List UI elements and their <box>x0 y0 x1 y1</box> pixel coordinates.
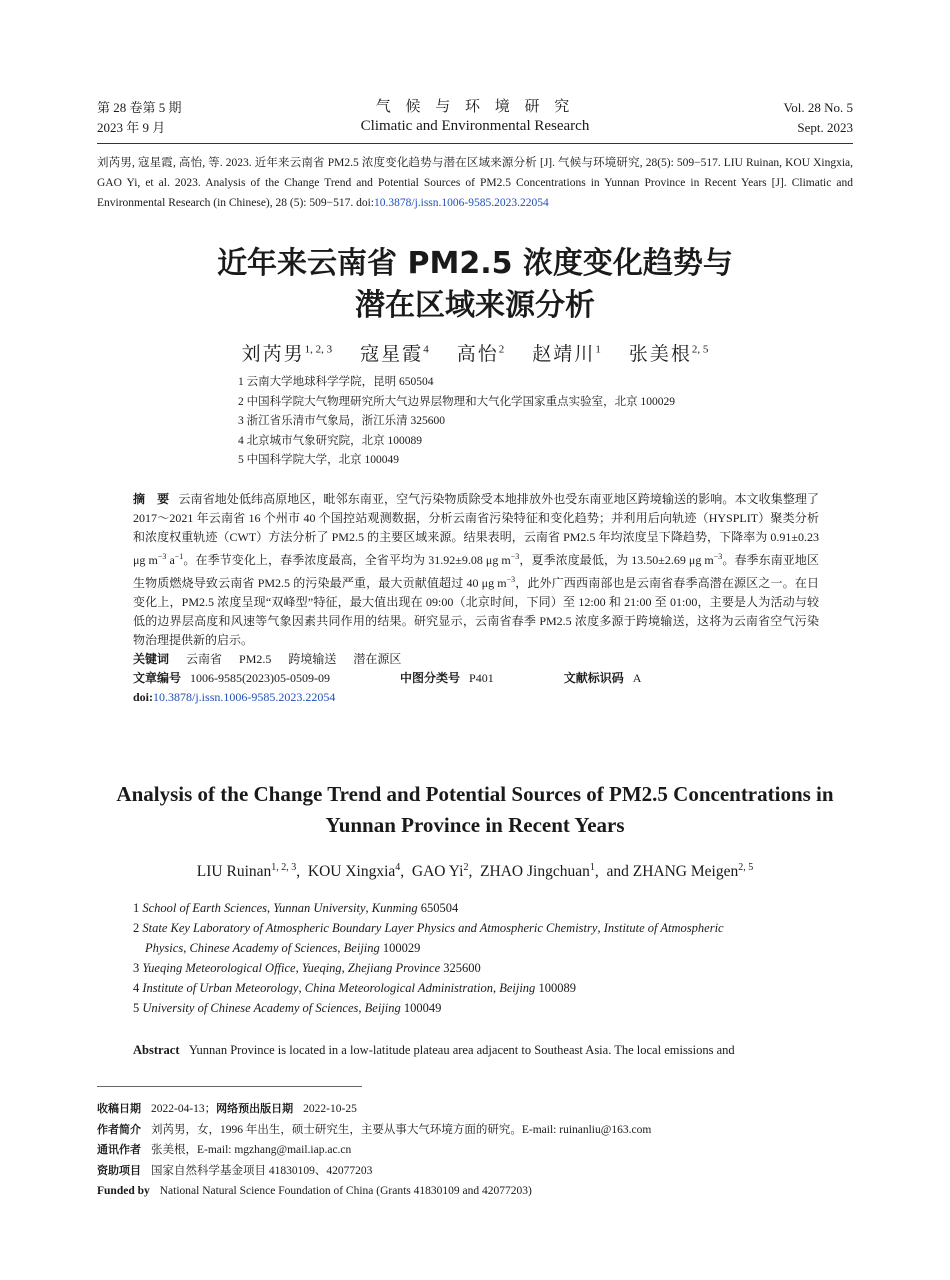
journal-title-en: Climatic and Environmental Research <box>360 118 590 134</box>
footnotes <box>97 1099 857 1202</box>
document-code: A <box>632 671 642 685</box>
journal-title <box>250 96 700 136</box>
volume-issue-en: Vol. 28 No. 5 Sept. 2023 <box>783 100 853 135</box>
author-bio: 作者简介 刘芮男，女，1996 年出生，硕士研究生，主要从事大气环境方面的研究。E-mail: ruinanliu@163.com <box>97 1122 652 1136</box>
citation-doi-link[interactable]: 10.3878/j.issn.1006-9585.2023.22054 <box>374 197 549 209</box>
author-cn: 刘芮男$^{1, 2, 3}$ <box>241 343 333 365</box>
author-en: LIU Ruinan$^{1, 2, 3}$, <box>196 862 305 881</box>
article-title-en: Analysis of the Change Trend and Potential Sources of PM2.5 Concentrations in Yunnan Province in Recent Years <box>116 782 834 837</box>
abstract-en-label: Abstract <box>133 1043 180 1057</box>
keywords <box>133 650 819 669</box>
keyword: 潜在源区 <box>353 652 402 666</box>
affiliation-cn: 3 浙江省乐清市气象局，浙江乐清 325600 <box>238 415 445 427</box>
keywords-label: 关键词 <box>133 652 170 666</box>
keyword: PM2.5 <box>239 652 272 666</box>
keyword: 云南省 <box>186 652 223 666</box>
funding-en: Funded by National Natural Science Foundation of China (Grants 41830109 and 42077203) <box>97 1185 532 1197</box>
affiliation-cn: 1 云南大学地球科学学院，昆明 650504 <box>238 376 434 388</box>
doi-line: doi:10.3878/j.issn.1006-9585.2023.22054 <box>133 690 336 704</box>
abstract-cn: 摘 要 云南省地处低纬高原地区，毗邻东南亚，空气污染物质除受本地排放外也受东南亚地区跨境输送的影响。本文收集整理了 2017～2021 年云南省 16 个州市 40 个国控站观测数据，分析云南省污染特征和变化趋势；并利用后向轨迹（HYSPLIT）聚类分析和浓度权重轨迹（CWT）方法分析了 PM2.5 的主要区域来源。结果表明，云南省 PM2.5 年均浓度呈下降趋势，下降率为 0.91±0.23 μg $m^{-3}$ $a^{-1}$。在季节变化上，春季浓度最高，全省平均为 31.92±9.08 μg $m^{-3}$，夏季浓度最低，为 13.50±2.69 μg $m^{-3}$。春季东南亚地区生物质燃烧导致云南省 PM2.5 的污染最严重，最大贡献值超过 40 μg $m^{-3}$，此外广西西南部也是云南省春季高潜在源区之一。在日变化上，PM2.5 浓度呈现“双峰型”特征，最大值出现在 09:00（北京时间，下同）至 12:00 和 21:00 至 01:00，主要是人为活动与较低的边界层高度和风速等气象因素共同作用的结果。研究显示，云南省春季 PM2.5 浓度多源于跨境输送，这将为云南省空气污染物治理提供新的启示。 关键词 云南省 PM2.5 跨境输送 潜在源区 文章编号 1006-9585(2023)05-0509-09 中图分类号 P401 文献标识码 A doi:10.3878/j.issn.1006-9585.2023.22054 <box>133 490 819 707</box>
volume-issue-cn: 第 28 卷第 5 期 2023 年 9 月 <box>97 100 182 135</box>
affiliation-en-cont: Physics, Chinese Academy of Sciences, Beijing 100029 <box>145 941 421 955</box>
funding-cn: 资助项目 国家自然科学基金项目 41830109、42077203 <box>97 1163 373 1177</box>
article-title-cn: 近年来云南省 PM2.5 浓度变化趋势与 潜在区域来源分析 <box>217 246 733 323</box>
affiliations-en <box>133 898 819 1018</box>
affiliation-en: 4 Institute of Urban Meteorology, China Meteorological Administration, Beijing 100089 <box>133 981 576 995</box>
authors-en <box>97 862 853 881</box>
abstract-cn-label: 摘 要 <box>133 492 170 506</box>
header-rule <box>97 143 853 144</box>
author-cn: 高怡$^2$ <box>456 343 505 365</box>
abstract-en: Abstract Yunnan Province is located in a low-latitude plateau area adjacent to Southeast Asia. The local emissions and <box>133 1043 735 1057</box>
affiliation-cn: 4 北京城市气象研究院，北京 100089 <box>238 434 422 447</box>
article-number: 1006-9585(2023)05-0509-09 <box>190 671 330 685</box>
affiliation-en: 5 University of Chinese Academy of Sciences, Beijing 100049 <box>133 1001 442 1015</box>
footnote-rule <box>97 1086 362 1087</box>
authors-cn <box>97 339 853 366</box>
citation: 刘芮男, 寇星霞, 高怡, 等. 2023. 近年来云南省 PM2.5 浓度变化趋势与潜在区域来源分析 [J]. 气候与环境研究, 28(5): 509−517. LIU Ruinan, KOU Xingxia, GAO Yi, et al. 2023. Analysis of the Change Trend and Potential Sources of PM2.5 Concentrations in Yunnan Province in Recent Years [J]. Climatic and Environmental Research (in Chinese), 28 (5): 509−517. doi:10.3878/j.issn.1006-9585.2023.22054 <box>97 157 853 209</box>
clc-number: P401 <box>469 671 494 685</box>
affiliation-cn: 2 中国科学院大气物理研究所大气边界层物理和大气化学国家重点实验室，北京 100029 <box>238 395 675 408</box>
author-en: ZHAO Jingchuan$^1$, <box>480 862 603 881</box>
affiliation-en: 1 School of Earth Sciences, Yunnan University, Kunming 650504 <box>133 901 459 915</box>
affiliation-cn: 5 中国科学院大学，北京 100049 <box>238 454 399 466</box>
article-meta: 文章编号 1006-9585(2023)05-0509-09 中图分类号 P401 文献标识码 A <box>133 671 642 685</box>
author-en: GAO Yi$^2$, <box>411 862 477 881</box>
author-cn: 赵靖川$^1$ <box>532 343 601 365</box>
affiliation-en: 2 State Key Laboratory of Atmospheric Boundary Layer Physics and Atmospheric Chemistry, Institute of Atmospheric <box>133 921 724 935</box>
journal-title-cn: 气 候 与 环 境 研 究 <box>375 97 575 115</box>
doi-link[interactable]: 10.3878/j.issn.1006-9585.2023.22054 <box>153 690 336 704</box>
affiliation-en: 3 Yueqing Meteorological Office, Yueqing, Zhejiang Province 325600 <box>133 961 481 975</box>
author-cn: 张美根$^{2, 5}$ <box>628 343 709 365</box>
affiliations-cn <box>238 373 838 471</box>
author-en: and ZHANG Meigen$^{2, 5}$ <box>606 862 754 881</box>
received-dates: 收稿日期 2022-04-13；网络预出版日期 2022-10-25 <box>97 1102 357 1115</box>
author-en: KOU Xingxia$^4$, <box>307 862 409 881</box>
author-cn: 寇星霞$^4$ <box>360 343 429 365</box>
keyword: 跨境输送 <box>288 652 337 666</box>
corresponding-author: 通讯作者 张美根，E-mail: mgzhang@mail.iap.ac.cn <box>97 1143 352 1156</box>
